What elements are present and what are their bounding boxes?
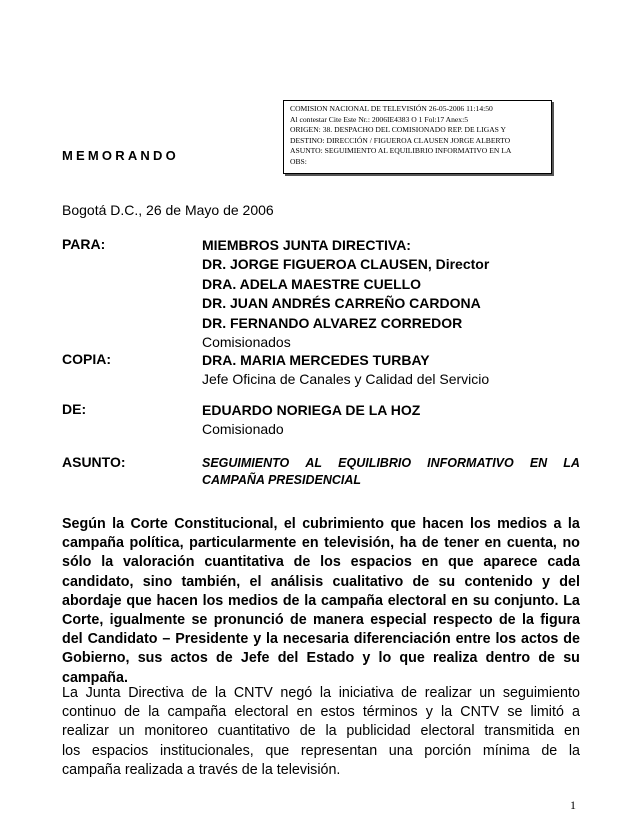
sender-name: EDUARDO NORIEGA DE LA HOZ xyxy=(202,402,421,418)
stamp-line: ORIGEN: 38. DESPACHO DEL COMISIONADO REP. DE LIGAS Y xyxy=(290,125,507,135)
paragraph-line: campaña política, particularmente en televisión, ha de tener en cuenta, no xyxy=(62,535,580,552)
stamp-line: COMISION NACIONAL DE TELEVISIÓN 26-05-2006 11:14:50 xyxy=(290,104,493,113)
paragraph-line: Corte, igualmente se pronunció de manera especial respecto de la figura xyxy=(62,612,580,629)
copia-name: DRA. MARIA MERCEDES TURBAY xyxy=(202,352,430,368)
asunto-text xyxy=(202,455,580,489)
recipient-line: DR. JORGE FIGUEROA CLAUSEN, Director xyxy=(202,256,490,273)
paragraph-line: continuo de la campaña electoral en estos términos y la CNTV se limitó a xyxy=(62,704,580,721)
copia-block xyxy=(202,351,489,390)
de-block xyxy=(202,401,420,440)
recipient-line: DR. JUAN ANDRÉS CARREÑO CARDONA xyxy=(202,295,481,312)
body-paragraph-2 xyxy=(62,684,580,780)
stamp-line: DESTINO: DIRECCIÓN / FIGUEROA CLAUSEN JORGE ALBERTO xyxy=(290,135,511,145)
sender-role: Comisionado xyxy=(202,421,284,438)
paragraph-line: Según la Corte Constitucional, el cubrimiento que hacen los medios a la xyxy=(62,516,580,532)
copia-label: COPIA: xyxy=(62,351,111,367)
paragraph-line: La Junta Directiva de la CNTV negó la iniciativa de realizar un seguimiento xyxy=(62,685,580,701)
paragraph-line: sólo la valoración cuantitativa de los espacios en que aparece cada xyxy=(62,554,580,571)
asunto-word: EN xyxy=(529,456,548,470)
paragraph-line: del Candidato – Presidente y la necesaria diferenciación entre los actos de xyxy=(62,631,580,648)
recipient-line: DRA. ADELA MAESTRE CUELLO xyxy=(202,275,422,292)
asunto-word: SEGUIMIENTO xyxy=(202,456,290,470)
paragraph-line: candidato, sino también, el análisis cualitativo de su contenido y del xyxy=(62,573,580,590)
paragraph-line: los espacios institucionales, que representan una porción mínima de la xyxy=(62,742,580,759)
body-paragraph-1 xyxy=(62,515,580,688)
stamp-line: OBS: xyxy=(290,156,307,166)
document-date: Bogotá D.C., 26 de Mayo de 2006 xyxy=(62,202,274,218)
stamp-line: Al contestar Cite Este Nr.: 2006IE4383 O 1 Fol:17 Anex:5 xyxy=(290,114,469,124)
paragraph-line: abordaje que hacen los medios de la campaña electoral en su conjunto. La xyxy=(62,592,580,609)
recipient-line: MIEMBROS JUNTA DIRECTIVA: xyxy=(202,237,411,253)
asunto-line-2: CAMPAÑA PRESIDENCIAL xyxy=(202,473,362,487)
paragraph-line: realizar un monitoreo cuantitativo de la publicidad electoral transmitida en xyxy=(62,723,580,740)
recipient-line: DR. FERNANDO ALVAREZ CORREDOR xyxy=(202,314,463,331)
asunto-word: INFORMATIVO xyxy=(427,456,514,470)
paragraph-line: Gobierno, sus actos de Jefe del Estado y lo que realiza dentro de su xyxy=(62,650,580,667)
paragraph-line: campaña realizada a través de la televisión. xyxy=(62,761,341,778)
recipient-role: Comisionados xyxy=(202,334,291,351)
stamp-line: ASUNTO: SEGUIMIENTO AL EQUILIBRIO INFORMATIVO EN LA xyxy=(290,146,512,156)
asunto-label: ASUNTO: xyxy=(62,454,126,470)
asunto-word: EQUILIBRIO xyxy=(338,456,412,470)
asunto-word: AL xyxy=(305,456,323,470)
page-number: 1 xyxy=(570,798,576,812)
de-label: DE: xyxy=(62,401,87,417)
para-label: PARA: xyxy=(62,236,106,252)
para-recipients xyxy=(202,236,489,352)
memo-title: MEMORANDO xyxy=(62,148,179,163)
filing-stamp xyxy=(283,100,552,174)
asunto-word: LA xyxy=(563,456,580,470)
copia-role: Jefe Oficina de Canales y Calidad del Servicio xyxy=(202,371,490,388)
paragraph-line: campaña. xyxy=(62,669,128,686)
